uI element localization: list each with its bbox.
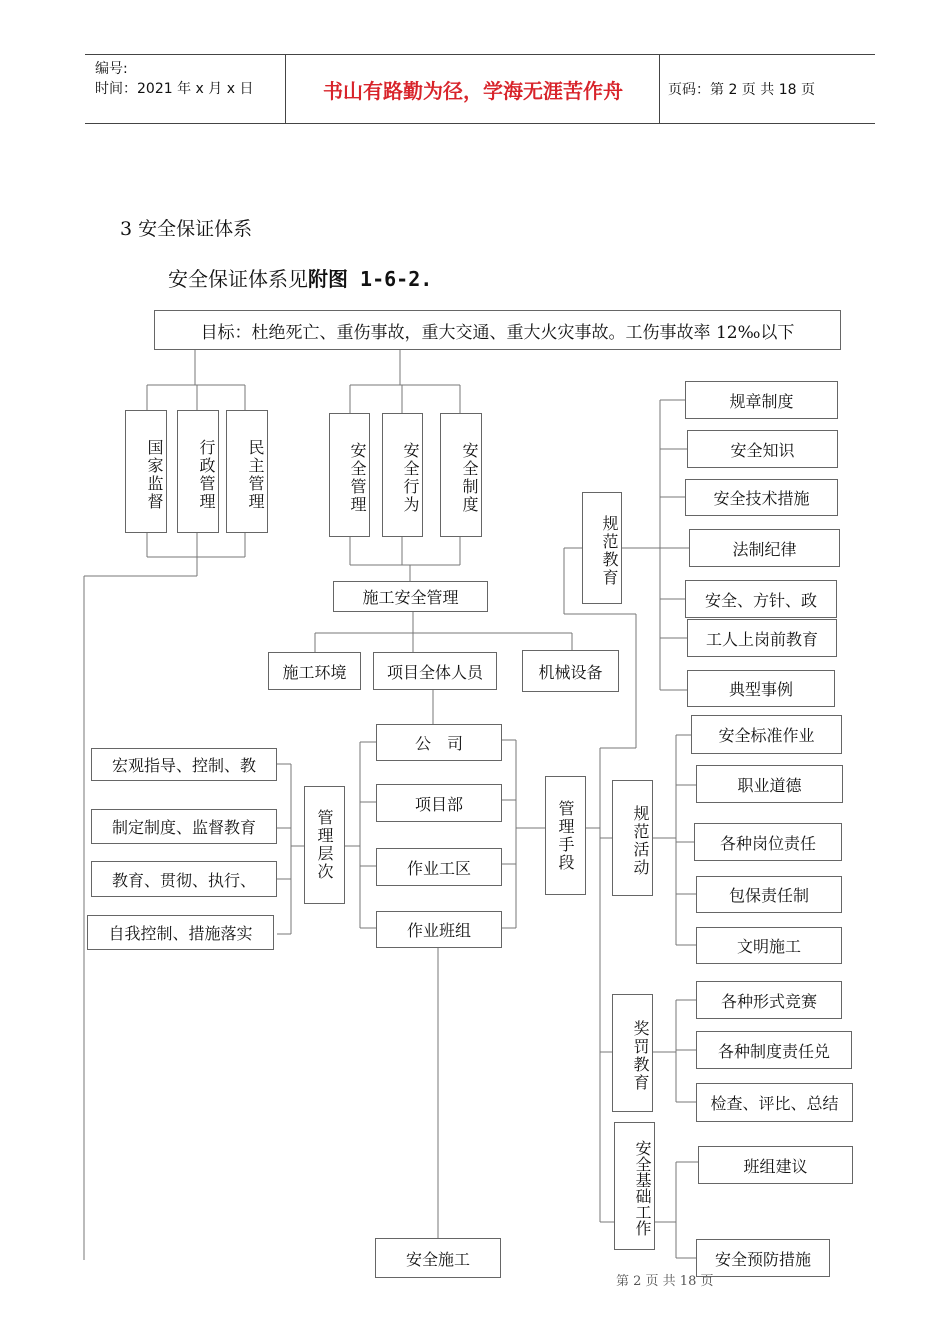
node-regulate-education: 规范教育 [582,492,622,604]
act-post-responsibility: 各种岗位责任 [694,823,842,861]
node-machinery-equipment: 机械设备 [522,650,619,692]
subtext-figure-ref: 附图 1-6-2. [308,267,433,291]
edu-typical-cases: 典型事例 [687,670,835,707]
reward-inspection-summary: 检查、评比、总结 [696,1083,853,1122]
node-democratic-management: 民主管理 [226,410,268,533]
goal-box: 目标：杜绝死亡、重伤事故，重大交通、重大火灾事故。工伤事故率 12‰以下 [154,310,841,350]
edu-safety-knowledge: 安全知识 [687,430,838,468]
duty-work-area: 教育、贯彻、执行、 [91,861,277,897]
duty-project-department: 制定制度、监督教育 [91,809,277,844]
level-work-team: 作业班组 [376,911,502,948]
node-management-levels: 管理层次 [304,786,345,904]
node-regulate-activities: 规范活动 [612,780,653,896]
node-national-supervision: 国家监督 [125,410,167,533]
act-standard-work: 安全标准作业 [691,715,842,754]
level-project-department: 项目部 [376,784,502,822]
node-reward-education: 奖罚教育 [612,994,653,1112]
level-work-area: 作业工区 [376,848,502,886]
foundation-prevention-measures: 安全预防措施 [696,1239,830,1277]
edu-rules: 规章制度 [685,381,838,419]
page-info: 页码：第 2 页 共 18 页 [668,82,815,98]
node-safety-management: 安全管理 [329,413,370,537]
subtext-main: 安全保证体系见 [168,267,308,291]
edu-pre-job-training: 工人上岗前教育 [687,619,837,657]
section-heading: 3 安全保证体系 [120,218,253,240]
edu-legal-discipline: 法制纪律 [689,529,840,567]
node-administrative-management: 行政管理 [177,410,219,533]
node-safety-system: 安全制度 [440,413,482,537]
node-construction-safety-management: 施工安全管理 [333,581,488,612]
node-management-means: 管理手段 [545,776,586,895]
node-safe-construction: 安全施工 [375,1238,501,1278]
edu-technical-measures: 安全技术措施 [685,479,838,516]
reward-responsibility-fulfilment: 各种制度责任兑 [696,1031,852,1069]
reward-competitions: 各种形式竞赛 [696,981,842,1019]
page-footer: 第 2 页 共 18 页 [616,1274,714,1289]
time-label: 时间：2021 年 x 月 x 日 [95,81,254,97]
act-civilized-construction: 文明施工 [696,927,842,964]
node-all-project-staff: 项目全体人员 [373,652,497,690]
edu-safety-policy: 安全、方针、政 [685,580,837,618]
duty-work-team: 自我控制、措施落实 [87,915,274,950]
node-safety-foundation: 安全基础工作 [614,1122,655,1250]
motto: 书山有路勤为径，学海无涯苦作舟 [323,78,623,103]
level-company: 公 司 [376,724,502,761]
act-professional-ethics: 职业道德 [696,765,843,803]
node-safety-behavior: 安全行为 [382,413,423,537]
node-construction-environment: 施工环境 [268,652,361,690]
act-guarantee-responsibility: 包保责任制 [696,876,842,913]
number-label: 编号: [95,61,128,77]
duty-company: 宏观指导、控制、教 [91,748,277,781]
foundation-team-suggestions: 班组建议 [698,1146,853,1184]
